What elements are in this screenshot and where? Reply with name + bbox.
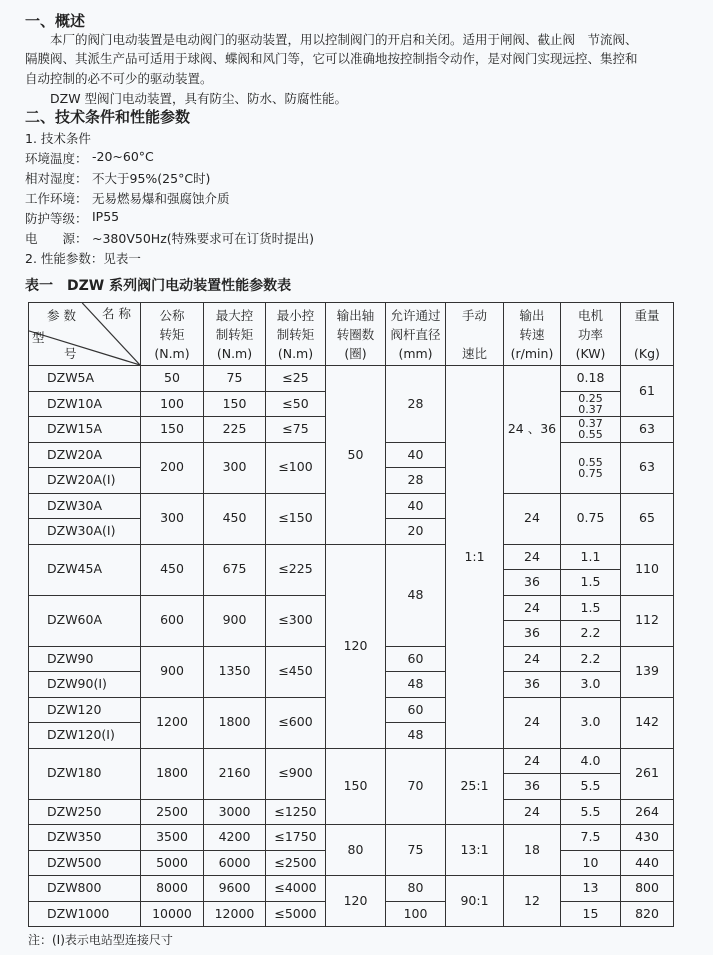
header-line: 制转矩: [215, 326, 254, 342]
header-line: 电机: [577, 307, 603, 323]
cell-weight: 65: [621, 493, 674, 544]
cell-model: DZW30A: [29, 493, 141, 519]
cell-stem-diameter: 75: [386, 825, 446, 876]
cell-nominal-torque: 50: [141, 366, 204, 392]
header-motor-power: [561, 303, 621, 366]
cell-output-turns: 50: [326, 366, 386, 545]
cell-motor-power: 15: [561, 901, 621, 927]
cell-motor-power: 0.18: [561, 366, 621, 392]
header-stem-diameter: [386, 303, 446, 366]
cell-max-torque: 1800: [204, 697, 266, 748]
cell-output-speed: 24: [504, 748, 561, 774]
cell-manual-ratio: 25:1: [446, 748, 504, 825]
header-line: [446, 325, 503, 344]
cell-weight: 139: [621, 646, 674, 697]
cell-nominal-torque: 150: [141, 417, 204, 443]
cell-max-torque: 75: [204, 366, 266, 392]
corner-number-label: 号: [64, 346, 77, 361]
table-note: 注：(I)表示电站型连接尺寸: [28, 933, 173, 947]
cell-max-torque: 450: [204, 493, 266, 544]
cell-weight: 440: [621, 850, 674, 876]
cell-stem-diameter: 80: [386, 876, 446, 902]
cell-max-torque: 300: [204, 442, 266, 493]
corner-name-label: 名 称: [102, 306, 131, 321]
cell-weight: 800: [621, 876, 674, 902]
table-row: [29, 748, 674, 774]
cell-weight: 63: [621, 442, 674, 493]
table-row: [29, 876, 674, 902]
cell-weight: 261: [621, 748, 674, 799]
cell-model: DZW250: [29, 799, 141, 825]
header-line: 转矩: [159, 326, 185, 342]
corner-param-label: 参 数: [47, 308, 76, 323]
cell-model: DZW500: [29, 850, 141, 876]
cell-nominal-torque: 8000: [141, 876, 204, 902]
spec-label: 环境温度：: [25, 151, 88, 166]
intro-paragraph-line-3: 自动控制的必不可少的驱动装置。: [25, 71, 213, 86]
spec-value: IP55: [92, 209, 120, 224]
cell-stem-diameter: 60: [386, 697, 446, 723]
cell-stem-diameter: 20: [386, 519, 446, 545]
cell-max-torque: 12000: [204, 901, 266, 927]
cell-model: DZW20A: [29, 442, 141, 468]
header-line: (圈): [344, 345, 367, 361]
cell-nominal-torque: 2500: [141, 799, 204, 825]
cell-min-torque: ≤25: [266, 366, 326, 392]
cell-max-torque: 150: [204, 391, 266, 417]
power-value: 0.37: [578, 417, 603, 431]
corner-type-label: 型: [32, 330, 45, 345]
cell-output-speed: 24: [504, 799, 561, 825]
cell-max-torque: 675: [204, 544, 266, 595]
cell-output-speed: 24: [504, 595, 561, 621]
spec-value: -20~60°C: [92, 149, 154, 164]
intro-paragraph-line-2: 隔膜阀、其派生产品可适用于球阀、蝶阀和风门等，它可以准确地按控制指令动作，是对阀门实现远控、集控和: [25, 51, 638, 66]
cell-max-torque: 3000: [204, 799, 266, 825]
cell-stem-diameter: 28: [386, 468, 446, 494]
power-value: 0.55: [578, 455, 603, 469]
cell-motor-power: 10: [561, 850, 621, 876]
cell-min-torque: ≤5000: [266, 901, 326, 927]
cell-model: DZW800: [29, 876, 141, 902]
spec-label: 相对湿度：: [25, 171, 88, 186]
header-max-control-torque: [204, 303, 266, 366]
cell-weight: 430: [621, 825, 674, 851]
header-line: (N.m): [277, 345, 314, 361]
cell-model: DZW45A: [29, 544, 141, 595]
cell-motor-power: 1.1: [561, 544, 621, 570]
cell-nominal-torque: 5000: [141, 850, 204, 876]
cell-output-speed: 36: [504, 621, 561, 647]
cell-output-speed: 36: [504, 672, 561, 698]
cell-stem-diameter: 60: [386, 646, 446, 672]
cell-model: DZW1000: [29, 901, 141, 927]
cell-output-speed: 24: [504, 493, 561, 544]
header-output-turns: [326, 303, 386, 366]
cell-model: DZW30A(I): [29, 519, 141, 545]
cell-model: DZW180: [29, 748, 141, 799]
cell-model: DZW120: [29, 697, 141, 723]
cell-min-torque: ≤4000: [266, 876, 326, 902]
cell-output-speed: 18: [504, 825, 561, 876]
cell-nominal-torque: 200: [141, 442, 204, 493]
header-line: 转圈数: [336, 326, 375, 342]
spec-value: ~380V50Hz(特殊要求可在订货时提出): [92, 231, 315, 246]
power-value: 0.55: [578, 428, 603, 442]
corner-header: [29, 303, 141, 366]
cell-motor-power: 13: [561, 876, 621, 902]
power-value: 0.25: [578, 391, 603, 405]
header-output-speed: [504, 303, 561, 366]
cell-weight: 61: [621, 366, 674, 417]
header-line: 阀杆直径: [390, 326, 441, 342]
cell-output-turns: 80: [326, 825, 386, 876]
header-manual-ratio: [446, 303, 504, 366]
cell-motor-power: 1.5: [561, 570, 621, 596]
header-line: 输出: [519, 307, 545, 323]
cell-motor-power: 4.0: [561, 748, 621, 774]
header-line: (mm): [398, 345, 433, 361]
spec-label: 电 源：: [25, 231, 88, 246]
cell-motor-power: 2.2: [561, 646, 621, 672]
cell-min-torque: ≤1250: [266, 799, 326, 825]
cell-min-torque: ≤75: [266, 417, 326, 443]
cell-output-speed: 24 、36: [504, 366, 561, 494]
cell-max-torque: 900: [204, 595, 266, 646]
cell-motor-power: [561, 391, 621, 417]
cell-output-turns: 120: [326, 544, 386, 748]
cell-motor-power: 5.5: [561, 774, 621, 800]
header-line: (N.m): [154, 345, 190, 361]
cell-output-speed: 24: [504, 544, 561, 570]
header-weight: [621, 303, 674, 366]
header-line: 允许通过: [390, 307, 441, 323]
cell-nominal-torque: 10000: [141, 901, 204, 927]
cell-stem-diameter: 28: [386, 366, 446, 443]
cell-model: DZW120(I): [29, 723, 141, 749]
header-line: 最小控: [276, 307, 315, 323]
cell-motor-power: 7.5: [561, 825, 621, 851]
cell-nominal-torque: 3500: [141, 825, 204, 851]
cell-nominal-torque: 600: [141, 595, 204, 646]
intro-paragraph-2: DZW 型阀门电动装置，具有防尘、防水、防腐性能。: [50, 91, 348, 106]
cell-nominal-torque: 900: [141, 646, 204, 697]
cell-output-turns: 120: [326, 876, 386, 927]
cell-motor-power: 3.0: [561, 697, 621, 748]
cell-weight: 820: [621, 901, 674, 927]
header-min-control-torque: [266, 303, 326, 366]
header-line: 功率: [577, 326, 603, 342]
header-line: 公称: [159, 307, 185, 323]
cell-min-torque: ≤2500: [266, 850, 326, 876]
cell-stem-diameter: 40: [386, 442, 446, 468]
cell-max-torque: 225: [204, 417, 266, 443]
cell-weight: 264: [621, 799, 674, 825]
section-2-title: 二、技术条件和性能参数: [25, 108, 191, 126]
cell-stem-diameter: 40: [386, 493, 446, 519]
section-1-title: 一、概述: [25, 12, 86, 30]
table-row: [29, 366, 674, 392]
cell-min-torque: ≤300: [266, 595, 326, 646]
performance-params-ref: 2. 性能参数：见表一: [25, 251, 141, 266]
power-value: 0.75: [578, 466, 603, 480]
cell-model: DZW60A: [29, 595, 141, 646]
cell-stem-diameter: 70: [386, 748, 446, 825]
cell-model: DZW15A: [29, 417, 141, 443]
header-line: 输出轴: [336, 307, 375, 323]
spec-label: 防护等级：: [25, 211, 88, 226]
cell-weight: 63: [621, 417, 674, 443]
cell-model: DZW90: [29, 646, 141, 672]
cell-motor-power: 3.0: [561, 672, 621, 698]
header-line: [621, 325, 673, 344]
cell-stem-diameter: 48: [386, 723, 446, 749]
cell-output-speed: 24: [504, 646, 561, 672]
cell-stem-diameter: 48: [386, 672, 446, 698]
cell-motor-power: 2.2: [561, 621, 621, 647]
cell-motor-power: 5.5: [561, 799, 621, 825]
cell-model: DZW90(I): [29, 672, 141, 698]
header-line: 最大控: [215, 307, 254, 323]
header-line: (r/min): [510, 345, 554, 361]
header-line: 重量: [634, 307, 660, 323]
table-title: 表一 DZW 系列阀门电动装置性能参数表: [25, 278, 292, 294]
cell-nominal-torque: 300: [141, 493, 204, 544]
cell-min-torque: ≤600: [266, 697, 326, 748]
cell-motor-power: [561, 417, 621, 443]
cell-nominal-torque: 1200: [141, 697, 204, 748]
spec-value: 无易燃易爆和强腐蚀介质: [92, 191, 230, 206]
cell-max-torque: 2160: [204, 748, 266, 799]
cell-min-torque: ≤1750: [266, 825, 326, 851]
cell-model: DZW5A: [29, 366, 141, 392]
cell-min-torque: ≤225: [266, 544, 326, 595]
cell-output-speed: 12: [504, 876, 561, 927]
table-row: [29, 825, 674, 851]
cell-max-torque: 4200: [204, 825, 266, 851]
header-line: 制转矩: [276, 326, 315, 342]
tech-conditions-heading: 1. 技术条件: [25, 131, 91, 146]
header-line: (KW): [575, 345, 606, 361]
cell-min-torque: ≤50: [266, 391, 326, 417]
cell-max-torque: 1350: [204, 646, 266, 697]
spec-value: 不大于95%(25°C时): [92, 171, 211, 186]
cell-model: DZW350: [29, 825, 141, 851]
cell-manual-ratio: 1:1: [446, 366, 504, 749]
cell-min-torque: ≤450: [266, 646, 326, 697]
cell-stem-diameter: 48: [386, 544, 446, 646]
cell-motor-power: 0.75: [561, 493, 621, 544]
cell-model: DZW20A(I): [29, 468, 141, 494]
cell-max-torque: 6000: [204, 850, 266, 876]
spec-label: 工作环境：: [25, 191, 88, 206]
intro-paragraph-line-1: 本厂的阀门电动装置是电动阀门的驱动装置，用以控制阀门的开启和关闭。适用于闸阀、截止阀 节流阀、: [50, 32, 638, 47]
header-line: (Kg): [634, 345, 660, 361]
power-value: 0.37: [578, 402, 603, 416]
cell-motor-power: 1.5: [561, 595, 621, 621]
cell-min-torque: ≤100: [266, 442, 326, 493]
cell-output-speed: 36: [504, 570, 561, 596]
cell-output-speed: 36: [504, 774, 561, 800]
header-line: (N.m): [216, 345, 253, 361]
header-nominal-torque: [141, 303, 204, 366]
cell-weight: 142: [621, 697, 674, 748]
cell-nominal-torque: 1800: [141, 748, 204, 799]
header-line: 速比: [461, 345, 487, 361]
performance-table: [28, 302, 674, 927]
cell-manual-ratio: 13:1: [446, 825, 504, 876]
cell-min-torque: ≤150: [266, 493, 326, 544]
cell-model: DZW10A: [29, 391, 141, 417]
cell-stem-diameter: 100: [386, 901, 446, 927]
cell-nominal-torque: 100: [141, 391, 204, 417]
cell-nominal-torque: 450: [141, 544, 204, 595]
header-line: 手动: [461, 307, 487, 323]
cell-manual-ratio: 90:1: [446, 876, 504, 927]
cell-weight: 112: [621, 595, 674, 646]
table-row: [29, 544, 674, 570]
cell-output-turns: 150: [326, 748, 386, 825]
cell-motor-power: [561, 442, 621, 493]
cell-min-torque: ≤900: [266, 748, 326, 799]
header-line: 转速: [519, 326, 545, 342]
cell-weight: 110: [621, 544, 674, 595]
cell-max-torque: 9600: [204, 876, 266, 902]
cell-output-speed: 24: [504, 697, 561, 748]
